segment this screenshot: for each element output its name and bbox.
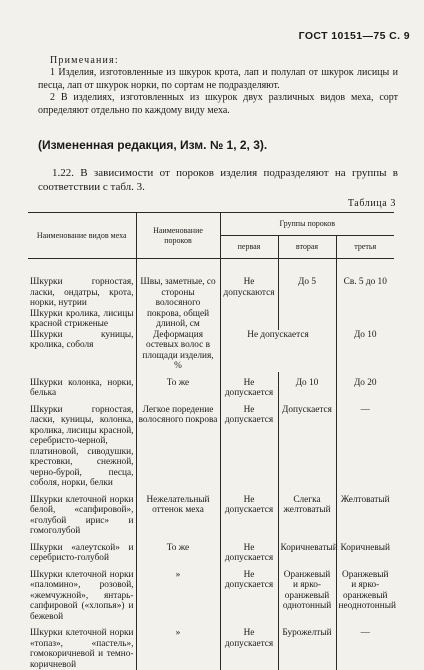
notes-block [38,55,398,117]
edition-note: (Измененная редакция, Изм. № 1, 2, 3). [38,138,268,152]
cell-second: Допускается [278,399,336,489]
cell-first: Не допускается [220,622,278,670]
cell-defect: Деформация остевых волос в площади изделия, % [136,330,220,372]
cell-fur: Шкурки клеточной норки белой, «сапфировой», «голубой ирис» и гомоголубой [28,489,136,537]
paragraph-text: 1.22. В зависимости от пороков изделия подразделяют на группы в соответствии с табл. 3. [38,167,398,193]
cell-second: До 5 [278,259,336,330]
cell-fur: Шкурки колонка, норки, белька [28,372,136,399]
header-second: вторая [278,236,336,259]
cell-defect: » [136,564,220,623]
table-row [28,537,394,564]
cell-fur: Шкурки горностая, ласки, ондатры, крота, норки, нутрии [28,259,136,309]
cell-third: — [336,622,394,670]
cell-defect: » [136,622,220,670]
note-item: 2 В изделиях, изготовленных из шкурок двух различных видов меха, сорт определяют отдельно по каждому виду меха. [38,92,398,116]
header-fur-name: Наименование видов меха [28,213,136,259]
header-third: третья [336,236,394,259]
cell-fur: Шкурки клеточной норки «топаз», «пастель», гомокоричневой и темно-коричневой [28,622,136,670]
table-row [28,399,394,489]
note-item: 1 Изделия, изготовленные из шкурок крота, лап и полулап от шкурок лисицы и песца, лап от шкурок норки, по сортам не подразделяют. [38,67,398,91]
cell-second: Коричневатый [278,537,336,564]
page-header: ГОСТ 10151—75 С. 9 [298,30,410,42]
cell-fur: Шкурки клеточной норки «паломино», розовой, «жемчужной», янтарь-сапфировой («хлопья») и бежевой [28,564,136,623]
table-row [28,330,394,372]
notes-title: Примечания: [50,55,119,66]
cell-first: Не допускается [220,564,278,623]
cell-third: Коричневый [336,537,394,564]
cell-defect: То же [136,537,220,564]
cell-second: До 10 [278,372,336,399]
header-defect-name: Наименование пороков [136,213,220,259]
table-row [28,372,394,399]
cell-third: Оранжевый и ярко-оранжевый неоднотонный [336,564,394,623]
cell-second: Слегка желтоватый [278,489,336,537]
cell-second: Оранжевый и ярко-оранжевый однотонный [278,564,336,623]
cell-second: Бурожелтый [278,622,336,670]
cell-third: До 10 [336,330,394,372]
cell-fur: Шкурки куницы, кролика, соболя [28,330,136,372]
table-row [28,489,394,537]
header-groups: Группы пороков [220,213,394,236]
cell-fur: Шкурки горностая, ласки, куницы, колонка, кролика, лисицы красной, серебристо-черной, платиновой, сиводушки, крестовки, снежной, черно-бурой, песца, соболя, норки, белки [28,399,136,489]
cell-third: Св. 5 до 10 [336,259,394,330]
cell-fur: Шкурки кролика, лисицы красной стриженые [30,308,134,329]
cell-defect: Нежелательный оттенок меха [136,489,220,537]
cell-defect: Швы, заметные, со стороны волосяного покрова, общей длиной, см [136,259,220,330]
cell-third: Желтоватый [336,489,394,537]
cell-first: Не допускается [220,537,278,564]
cell-first: Не допускаются [220,259,278,330]
table-row [28,564,394,623]
cell-first: Не допускается [220,489,278,537]
cell-third: — [336,399,394,489]
section-paragraph [38,166,398,194]
defect-groups-table [28,212,394,670]
table-row [28,622,394,670]
cell-third: До 20 [336,372,394,399]
cell-first: Не допускается [220,399,278,489]
cell-defect: Легкое поредение волосяного покрова [136,399,220,489]
table-label: Таблица 3 [347,198,396,209]
cell-defect: То же [136,372,220,399]
header-first: первая [220,236,278,259]
cell-first-second: Не допускается [220,330,336,372]
cell-first: Не допускается [220,372,278,399]
table-row [28,259,394,309]
cell-fur: Шкурки «алеутской» и серебристо-голубой [28,537,136,564]
